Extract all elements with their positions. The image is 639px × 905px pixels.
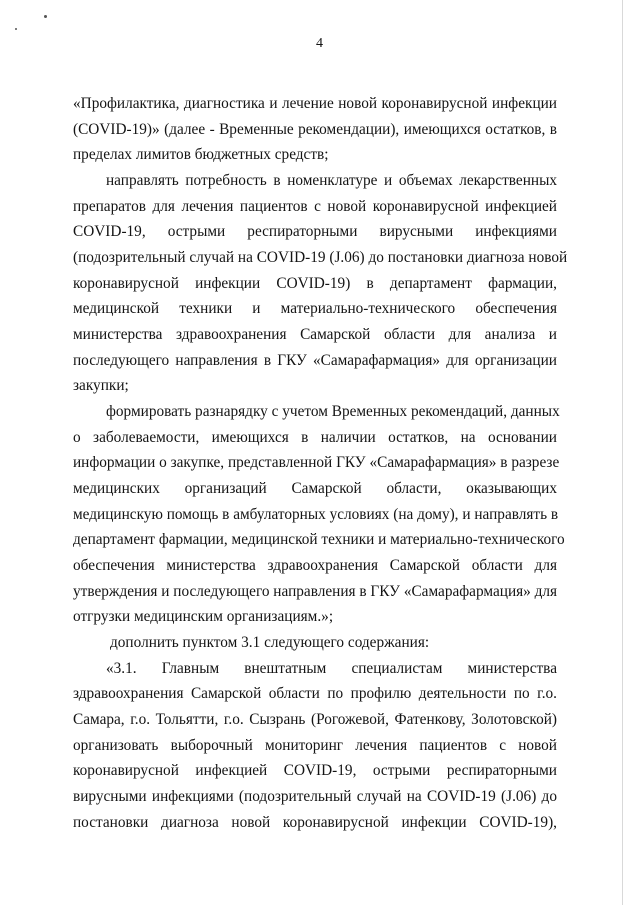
text-line: обеспечения министерства здравоохранения Самарской области для [73,557,557,574]
text-line: информации о закупке, представленной ГКУ «Самарафармация» в разрезе [73,454,560,471]
text-line: вирусными инфекциями (подозрительный случай на COVID-19 (J.06) до [73,788,557,805]
text-line: последующего направления в ГКУ «Самарафармация» для организации [73,352,557,369]
text-line: медицинской техники и материально-технического обеспечения [73,300,557,317]
scan-speck [44,15,47,18]
text-line: здравоохранения Самарской области по профилю деятельности по г.о. [73,685,557,702]
page-edge-divider [622,0,623,905]
text-line: (подозрительный случай на COVID-19 (J.06) до постановки диагноза новой [73,249,568,266]
text-line: департамент фармации, медицинской техники и материально-технического [73,531,565,548]
text-line: медицинскую помощь в амбулаторных условиях (на дому), и направлять в [73,506,559,523]
text-line: о заболеваемости, имеющихся в наличии остатков, на основании [73,429,557,446]
scan-speck [15,28,17,30]
text-line: организовать выборочный мониторинг лечения пациентов с новой [73,737,557,754]
text-line: препаратов для лечения пациентов с новой коронавирусной инфекцией [73,198,557,215]
text-line: постановки диагноза новой коронавирусной инфекции COVID-19), [73,814,557,831]
text-line: пределах лимитов бюджетных средств; [73,146,329,163]
text-line: «Профилактика, диагностика и лечение новой коронавирусной инфекции [73,95,557,112]
text-line: утверждения и последующего направления в ГКУ «Самарафармация» для [73,583,558,600]
text-line: (COVID-19)» (далее - Временные рекомендации), имеющихся остатков, в [73,121,557,138]
text-line: направлять потребность в номенклатуре и объемах лекарственных [106,172,557,189]
text-line: формировать разнарядку с учетом Временных рекомендаций, данных [106,403,560,420]
text-line: министерства здравоохранения Самарской области для анализа и [73,326,557,343]
text-line: коронавирусной инфекцией COVID-19, острыми респираторными [73,762,557,779]
text-line: коронавирусной инфекции COVID-19) в департамент фармации, [73,275,557,292]
text-line: COVID-19, острыми респираторными вирусными инфекциями [73,223,557,240]
text-line: медицинских организаций Самарской области, оказывающих [73,480,557,497]
text-line: отгрузки медицинским организациям.»; [73,608,334,625]
text-line: «3.1. Главным внештатным специалистам министерства [106,660,557,677]
text-line: закупки; [73,377,129,394]
page-number: 4 [316,36,323,51]
text-line: Самара, г.о. Тольятти, г.о. Сызрань (Рогожевой, Фатенкову, Золотовской) [73,711,557,728]
text-line: дополнить пунктом 3.1 следующего содержания: [110,634,430,651]
